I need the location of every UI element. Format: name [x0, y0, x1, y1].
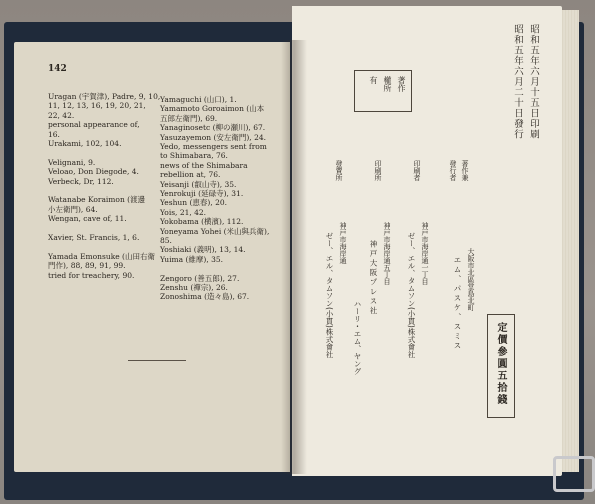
- index-entry: Yois, 21, 42.: [160, 207, 207, 217]
- printer-address: 神戸市海岸通五丁目: [383, 222, 391, 285]
- index-entry: personal appearance of,: [48, 120, 140, 130]
- index-entry: Yamamoto Goroaimon (山本: [160, 104, 265, 114]
- index-entry: to Shimabara, 76.: [160, 151, 228, 161]
- page-number: 142: [48, 64, 67, 74]
- copyright-line-3: 有: [369, 76, 378, 84]
- index-entry: Yuima (維摩), 35.: [160, 254, 224, 264]
- index-entry: 五郎左衛門), 69.: [160, 113, 218, 123]
- publish-date: 昭和五年六月二十日發行: [512, 24, 523, 140]
- index-entry: Yamaguchi (山口), 1.: [160, 95, 237, 104]
- book-gutter: [281, 40, 307, 474]
- index-entry: 85.: [160, 236, 172, 245]
- printshop-name: ゼー、エル、タムソン(小貫)株式會社: [325, 232, 334, 358]
- role-author: 著作兼: [461, 160, 469, 181]
- copyright-line-2: 權所: [383, 76, 392, 92]
- index-entry: 11, 12, 13, 16, 19, 20, 21,: [48, 101, 146, 111]
- index-entry: 22, 42.: [48, 110, 75, 120]
- index-entry: rebellion at, 76.: [160, 170, 221, 180]
- role-printer: 印刷者: [413, 160, 421, 181]
- index-entry: Zengoro (善五郎), 27.: [160, 273, 240, 283]
- index-entry: news of the Shimabara: [160, 160, 248, 170]
- index-entry: 小左衛門), 64.: [48, 204, 98, 214]
- index-entry: Urakami, 102, 104.: [48, 139, 122, 148]
- index-entry: Xavier, St. Francis, 1, 6.: [48, 233, 140, 242]
- role-publisher: 發行者: [449, 160, 457, 181]
- publisher-address: 神戸市海岸通一丁目: [421, 222, 429, 285]
- index-entry: 門作), 88, 89, 91, 99.: [48, 261, 126, 271]
- index-entry: Yedo, messengers sent from: [160, 142, 267, 151]
- role-printshop: 印刷所: [374, 160, 382, 181]
- end-rule: [128, 360, 186, 361]
- author-name: エム、パスケ、スミス: [453, 256, 462, 351]
- role-seller: 發賣所: [335, 160, 343, 181]
- index-entry: Verbeck, Dr, 112.: [48, 176, 114, 186]
- index-entry: Yokobama (横濱), 112.: [160, 217, 244, 227]
- index-entry: Watanabe Koraimon (渡邊: [48, 195, 146, 205]
- index-entry: Zenshu (禪宗), 26.: [160, 283, 228, 292]
- printer-name: 神戸大阪プレス社: [369, 240, 378, 316]
- paper-clip: [553, 456, 595, 492]
- index-entry: Yenrokuji (延碌寺), 31.: [160, 189, 244, 198]
- index-entry: Veloao, Don Diegode, 4.: [48, 167, 139, 177]
- index-entry: 16.: [48, 129, 60, 139]
- seller-name: ハーリ・エム、ヤング: [353, 300, 362, 375]
- author-address: 大阪市北區堂島北町: [467, 248, 475, 311]
- index-entry: Wengan, cave of, 11.: [48, 214, 127, 224]
- copyright-line-1: 著作: [397, 76, 406, 92]
- index-entry: Yeisanji (叡山寺), 35.: [160, 179, 237, 189]
- index-entry: Yanaginosetc (柳の瀬川), 67.: [160, 123, 266, 133]
- index-entry: Yoshiaki (義明), 13, 14.: [160, 245, 246, 255]
- index-entry: Uragan (宇賀津), Padre, 9, 10,: [48, 92, 161, 101]
- printshop-address: 神戸市海岸通: [339, 222, 347, 264]
- price-label: 定價參圓五拾錢: [495, 322, 506, 406]
- index-entry: Yeshun (恵春), 20.: [160, 198, 228, 208]
- index-entry: Zonoshima (造々島), 67.: [160, 292, 250, 302]
- index-entry: Velignani, 9.: [48, 157, 96, 167]
- index-entry: Yoneyama Yohei (米山與兵衛),: [160, 226, 270, 236]
- index-entry: Yasuzayemon (安左衛門), 24.: [160, 132, 267, 142]
- publisher-name: ゼー、エル、タムソン(小貫)株式會社: [407, 232, 416, 358]
- print-date: 昭和五年六月十五日印刷: [528, 24, 539, 140]
- index-entry: tried for treachery, 90.: [48, 270, 135, 280]
- index-entry: Yamada Emonsuke (山田右衛: [48, 251, 155, 261]
